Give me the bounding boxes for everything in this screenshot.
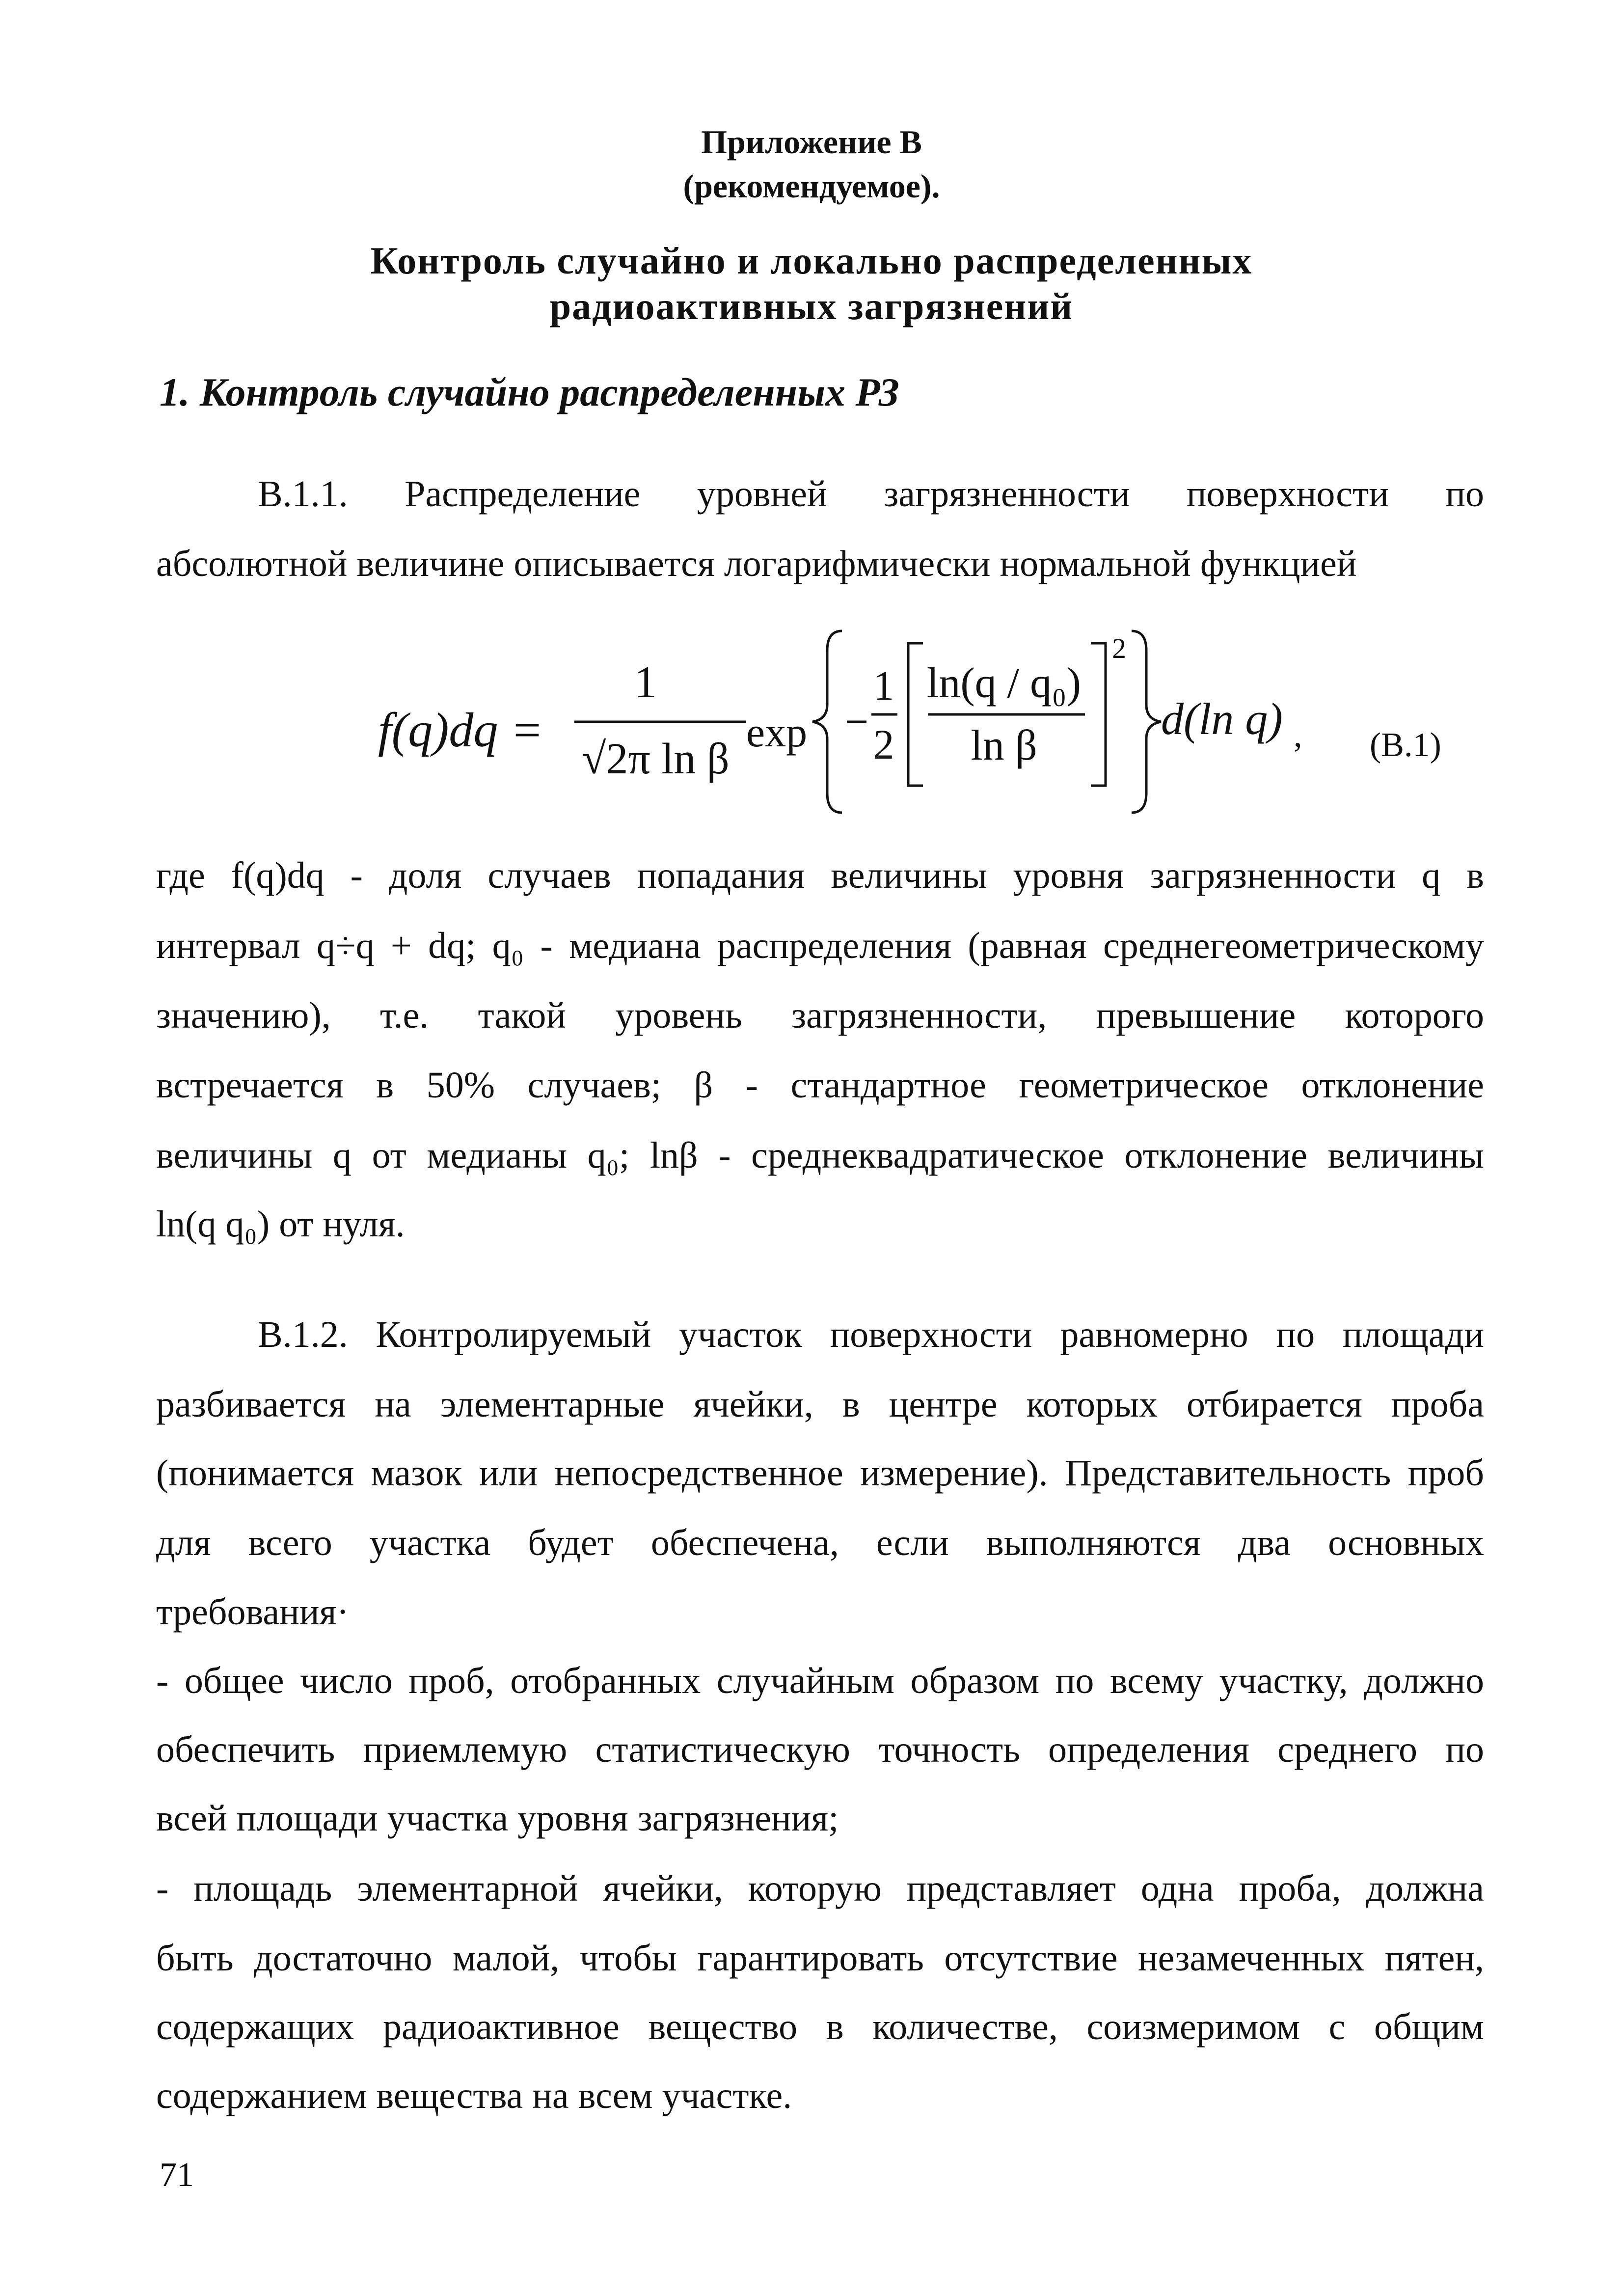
half-denominator: 2	[873, 721, 894, 768]
page-title-line1: Контроль случайно и локально распределенных	[370, 239, 1253, 282]
b12-line-1: В.1.2. Контролируемый участок поверхности равномерно по площади	[258, 1314, 1484, 1355]
paragraph-b11-line-2: абсолютной величине описывается логарифмически нормальной функцией	[156, 543, 1357, 584]
where-line-3: значению), т.е. такой уровень загрязненности, превышение которого	[156, 995, 1484, 1036]
b12-line-6: - общее число проб, отобранных случайным образом по всему участку, должно	[156, 1660, 1484, 1701]
where-line-2: интервал q÷q + dq; q₀ - медиана распределения (равная среднегеометрическому	[156, 925, 1484, 966]
where-line-4: встречается в 50% случаев; β - стандартное геометрическое отклонение	[156, 1065, 1484, 1106]
right-brace-icon	[1132, 631, 1161, 813]
b12-line-12: содержанием вещества на всем участке.	[156, 2075, 792, 2116]
formula-svg	[373, 616, 1306, 822]
where-line-1: где f(q)dq - доля случаев попадания величины уровня загрязненности q в	[156, 855, 1484, 896]
formula-lhs: f(q)dq =	[378, 703, 543, 757]
formula-numerator: 1	[634, 657, 657, 707]
b12-line-9: - площадь элементарной ячейки, которую представляет одна проба, должна	[156, 1868, 1484, 1909]
b12-line-11: содержащих радиоактивное вещество в количестве, соизмеримом с общим	[156, 2006, 1484, 2048]
b12-line-2: разбивается на элементарные ячейки, в центре которых отбирается проба	[156, 1384, 1484, 1425]
where-line-5: величины q от медианы q₀; lnβ - среднеквадратическое отклонение величины	[156, 1135, 1484, 1176]
right-bracket-icon	[1091, 643, 1106, 786]
formula-power: 2	[1112, 632, 1126, 664]
b12-line-5: требования·	[156, 1591, 349, 1633]
left-brace-icon	[812, 631, 842, 813]
b12-line-3: (понимается мазок или непосредственное измерение). Представительность проб	[156, 1452, 1484, 1494]
page-title-line2: радиоактивных загрязнений	[549, 285, 1074, 328]
section-heading: 1. Контроль случайно распределенных РЗ	[160, 370, 899, 414]
b12-line-10: быть достаточно малой, чтобы гарантировать отсутствие незамеченных пятен,	[156, 1938, 1484, 1979]
b12-line-4: для всего участка будет обеспечена, если выполняются два основных	[156, 1522, 1484, 1563]
formula-tail: d(ln q)	[1161, 694, 1283, 744]
paragraph-b11-line-1: В.1.1. Распределение уровней загрязненности поверхности по	[258, 473, 1484, 515]
page-number: 71	[160, 2156, 194, 2194]
appendix-status: (рекомендуемое).	[683, 167, 940, 205]
b12-line-7: обеспечить приемлемую статистическую точность определения среднего по	[156, 1729, 1484, 1770]
formula-b1	[373, 616, 1306, 822]
formula-comma: ,	[1294, 716, 1302, 754]
half-numerator: 1	[873, 662, 894, 709]
left-bracket-icon	[908, 643, 923, 786]
inner-numerator: ln(q / q₀)	[926, 659, 1082, 707]
b12-line-8: всей площади участка уровня загрязнения;	[156, 1798, 839, 1839]
formula-exp: exp	[746, 709, 808, 756]
inner-denominator: ln β	[971, 722, 1037, 769]
equation-number: (В.1)	[1370, 726, 1441, 764]
formula-denominator: √2π ln β	[582, 735, 730, 783]
where-line-6: ln(q q₀) от нуля.	[156, 1203, 405, 1245]
appendix-label: Приложение В	[701, 123, 922, 161]
